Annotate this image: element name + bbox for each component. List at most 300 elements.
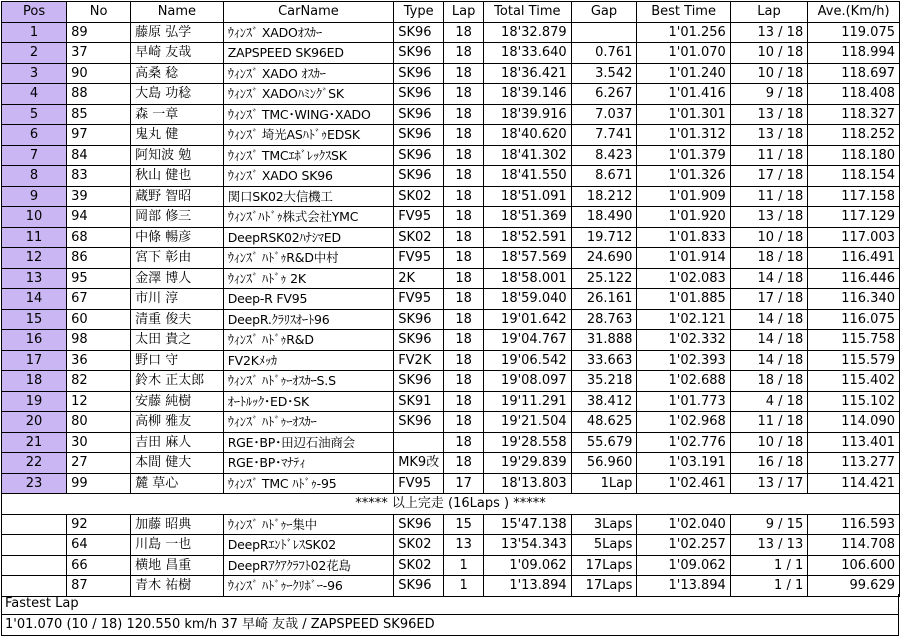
driver-name-cell: 本間 健大 bbox=[131, 453, 224, 474]
gap-cell: 0.761 bbox=[571, 43, 637, 64]
table-row bbox=[2, 43, 900, 64]
fastest-lap-detail: 1'01.070 (10 / 18) 120.550 km/h 37 早崎 友哉 / ZAPSPEED SK96ED bbox=[5, 617, 435, 632]
driver-name-cell: 加藤 昭典 bbox=[131, 514, 224, 535]
best-time-cell: 1'02.776 bbox=[637, 432, 730, 453]
driver-name-cell: 蔵野 智昭 bbox=[131, 186, 224, 207]
type-cell: SK96 bbox=[394, 104, 444, 125]
pos-cell: 20 bbox=[2, 412, 67, 433]
laps-cell: 18 bbox=[444, 227, 484, 248]
table-row bbox=[2, 104, 900, 125]
driver-name-cell: 藤原 弘学 bbox=[131, 22, 224, 43]
average-speed-cell: 118.408 bbox=[808, 84, 900, 105]
total-time-cell: 1'09.062 bbox=[484, 555, 572, 576]
car-name-cell: ZAPSPEED SK96ED bbox=[223, 43, 394, 64]
car-name-cell: Deep-R FV95 bbox=[223, 289, 394, 310]
type-cell: SK02 bbox=[394, 535, 444, 556]
best-time-cell: 1'02.393 bbox=[637, 350, 730, 371]
pos-cell: 3 bbox=[2, 63, 67, 84]
best-time-cell: 1'01.914 bbox=[637, 248, 730, 269]
driver-name-cell: 鬼丸 健 bbox=[131, 125, 224, 146]
driver-name-cell: 高柳 雅友 bbox=[131, 412, 224, 433]
type-cell: SK96 bbox=[394, 63, 444, 84]
driver-name-cell: 大島 功稔 bbox=[131, 84, 224, 105]
car-number-cell: 66 bbox=[67, 555, 131, 576]
average-speed-cell: 113.277 bbox=[808, 453, 900, 474]
average-speed-cell: 118.994 bbox=[808, 43, 900, 64]
average-speed-cell: 118.327 bbox=[808, 104, 900, 125]
pos-cell: 17 bbox=[2, 350, 67, 371]
laps-cell: 18 bbox=[444, 63, 484, 84]
car-name-cell: DeepRSK02ﾊﾅｼﾏED bbox=[223, 227, 394, 248]
gap-cell: 28.763 bbox=[571, 309, 637, 330]
average-speed-cell: 116.075 bbox=[808, 309, 900, 330]
total-time-cell: 19'08.097 bbox=[484, 371, 572, 392]
best-time-cell: 1'01.833 bbox=[637, 227, 730, 248]
car-number-cell: 37 bbox=[67, 43, 131, 64]
pos-cell bbox=[2, 576, 67, 597]
header-best-time: Best Time bbox=[637, 2, 730, 23]
car-name-cell: DeepRｱｸｱｸﾗﾌﾄ02花島 bbox=[223, 555, 394, 576]
car-number-cell: 86 bbox=[67, 248, 131, 269]
driver-name-cell: 横地 昌重 bbox=[131, 555, 224, 576]
car-name-cell: ｳｨﾝｽﾞ ﾊﾄﾞｩR&D中村 bbox=[223, 248, 394, 269]
car-name-cell: ｳｨﾝｽﾞ TMCｴﾎﾞﾚｯｸｽSK bbox=[223, 145, 394, 166]
best-time-cell: 1'02.121 bbox=[637, 309, 730, 330]
table-row bbox=[2, 22, 900, 43]
average-speed-cell: 114.708 bbox=[808, 535, 900, 556]
total-time-cell: 19'04.767 bbox=[484, 330, 572, 351]
car-name-cell: ｳｨﾝｽﾞﾊﾄﾞｩ株式会社YMC bbox=[223, 207, 394, 228]
type-cell: SK96 bbox=[394, 514, 444, 535]
best-lap-cell: 11 / 18 bbox=[730, 145, 807, 166]
pos-cell: 6 bbox=[2, 125, 67, 146]
laps-cell: 18 bbox=[444, 432, 484, 453]
table-row bbox=[2, 350, 900, 371]
laps-cell: 17 bbox=[444, 473, 484, 494]
table-row bbox=[2, 309, 900, 330]
best-time-cell: 1'01.301 bbox=[637, 104, 730, 125]
gap-cell: 18.212 bbox=[571, 186, 637, 207]
gap-cell: 25.122 bbox=[571, 268, 637, 289]
car-name-cell: ｳｨﾝｽﾞ XADOﾊﾐﾝｸﾞSK bbox=[223, 84, 394, 105]
car-number-cell: 82 bbox=[67, 371, 131, 392]
total-time-cell: 19'01.642 bbox=[484, 309, 572, 330]
type-cell: FV2K bbox=[394, 350, 444, 371]
gap-cell: 35.218 bbox=[571, 371, 637, 392]
total-time-cell: 18'58.001 bbox=[484, 268, 572, 289]
table-row bbox=[2, 207, 900, 228]
car-number-cell: 83 bbox=[67, 166, 131, 187]
pos-cell: 14 bbox=[2, 289, 67, 310]
type-cell: SK91 bbox=[394, 391, 444, 412]
car-number-cell: 68 bbox=[67, 227, 131, 248]
driver-name-cell: 高桑 稔 bbox=[131, 63, 224, 84]
type-cell: SK96 bbox=[394, 43, 444, 64]
pos-cell bbox=[2, 555, 67, 576]
best-time-cell: 1'02.332 bbox=[637, 330, 730, 351]
total-time-cell: 18'33.640 bbox=[484, 43, 572, 64]
table-row bbox=[2, 330, 900, 351]
average-speed-cell: 118.252 bbox=[808, 125, 900, 146]
laps-cell: 18 bbox=[444, 104, 484, 125]
best-time-cell: 1'02.968 bbox=[637, 412, 730, 433]
car-number-cell: 92 bbox=[67, 514, 131, 535]
laps-cell: 1 bbox=[444, 555, 484, 576]
car-name-cell: ｵｰﾄﾙｯｸ･ED･SK bbox=[223, 391, 394, 412]
gap-cell: 26.161 bbox=[571, 289, 637, 310]
laps-cell: 18 bbox=[444, 248, 484, 269]
pos-cell: 2 bbox=[2, 43, 67, 64]
driver-name-cell: 市川 淳 bbox=[131, 289, 224, 310]
best-time-cell: 1'01.256 bbox=[637, 22, 730, 43]
best-lap-cell: 14 / 18 bbox=[730, 350, 807, 371]
pos-cell: 23 bbox=[2, 473, 67, 494]
total-time-cell: 18'41.302 bbox=[484, 145, 572, 166]
total-time-cell: 18'36.421 bbox=[484, 63, 572, 84]
average-speed-cell: 106.600 bbox=[808, 555, 900, 576]
total-time-cell: 18'51.091 bbox=[484, 186, 572, 207]
best-time-cell: 1'02.040 bbox=[637, 514, 730, 535]
table-row bbox=[2, 535, 900, 556]
type-cell: SK96 bbox=[394, 84, 444, 105]
car-name-cell: ｳｨﾝｽﾞ ﾊﾄﾞｩ 2K bbox=[223, 268, 394, 289]
total-time-cell: 18'51.369 bbox=[484, 207, 572, 228]
best-time-cell: 1'02.083 bbox=[637, 268, 730, 289]
average-speed-cell: 117.003 bbox=[808, 227, 900, 248]
laps-cell: 15 bbox=[444, 514, 484, 535]
pos-cell: 5 bbox=[2, 104, 67, 125]
fastest-lap-box bbox=[1, 594, 899, 636]
car-number-cell: 88 bbox=[67, 84, 131, 105]
type-cell: SK96 bbox=[394, 576, 444, 597]
best-time-cell: 1'01.070 bbox=[637, 43, 730, 64]
best-lap-cell: 11 / 18 bbox=[730, 412, 807, 433]
laps-cell: 13 bbox=[444, 535, 484, 556]
table-row bbox=[2, 166, 900, 187]
average-speed-cell: 115.579 bbox=[808, 350, 900, 371]
pos-cell: 22 bbox=[2, 453, 67, 474]
table-row bbox=[2, 432, 900, 453]
car-number-cell: 27 bbox=[67, 453, 131, 474]
best-time-cell: 1'01.312 bbox=[637, 125, 730, 146]
driver-name-cell: 宮下 彰由 bbox=[131, 248, 224, 269]
best-lap-cell: 10 / 18 bbox=[730, 227, 807, 248]
best-lap-cell: 17 / 18 bbox=[730, 289, 807, 310]
gap-cell: 31.888 bbox=[571, 330, 637, 351]
laps-cell: 18 bbox=[444, 412, 484, 433]
laps-cell: 18 bbox=[444, 268, 484, 289]
fastest-lap-title: Fastest Lap bbox=[2, 594, 898, 615]
pos-cell: 12 bbox=[2, 248, 67, 269]
car-number-cell: 90 bbox=[67, 63, 131, 84]
driver-name-cell: 麓 草心 bbox=[131, 473, 224, 494]
results-body bbox=[2, 22, 900, 596]
driver-name-cell: 清重 俊夫 bbox=[131, 309, 224, 330]
table-row bbox=[2, 248, 900, 269]
total-time-cell: 18'59.040 bbox=[484, 289, 572, 310]
table-row bbox=[2, 453, 900, 474]
gap-cell: 55.679 bbox=[571, 432, 637, 453]
gap-cell: 5Laps bbox=[571, 535, 637, 556]
gap-cell: 56.960 bbox=[571, 453, 637, 474]
best-lap-cell: 17 / 18 bbox=[730, 166, 807, 187]
total-time-cell: 19'06.542 bbox=[484, 350, 572, 371]
laps-cell: 18 bbox=[444, 84, 484, 105]
total-time-cell: 13'54.343 bbox=[484, 535, 572, 556]
total-time-cell: 18'57.569 bbox=[484, 248, 572, 269]
type-cell: MK9改 bbox=[394, 453, 444, 474]
total-time-cell: 18'39.146 bbox=[484, 84, 572, 105]
average-speed-cell: 115.758 bbox=[808, 330, 900, 351]
best-time-cell: 1'01.240 bbox=[637, 63, 730, 84]
finish-note: ***** 以上完走 (16Laps ) ***** bbox=[2, 494, 900, 515]
gap-cell: 6.267 bbox=[571, 84, 637, 105]
pos-cell: 18 bbox=[2, 371, 67, 392]
car-name-cell: FV2Kﾒｯｶ bbox=[223, 350, 394, 371]
best-lap-cell: 13 / 18 bbox=[730, 104, 807, 125]
gap-cell: 24.690 bbox=[571, 248, 637, 269]
header-name: Name bbox=[131, 2, 224, 23]
type-cell: SK96 bbox=[394, 22, 444, 43]
best-lap-cell: 1 / 1 bbox=[730, 555, 807, 576]
laps-cell: 18 bbox=[444, 43, 484, 64]
car-number-cell: 87 bbox=[67, 576, 131, 597]
best-time-cell: 1'02.688 bbox=[637, 371, 730, 392]
laps-cell: 18 bbox=[444, 391, 484, 412]
table-row bbox=[2, 268, 900, 289]
best-lap-cell: 18 / 18 bbox=[730, 371, 807, 392]
best-time-cell: 1'01.773 bbox=[637, 391, 730, 412]
table-row bbox=[2, 125, 900, 146]
laps-cell: 18 bbox=[444, 330, 484, 351]
driver-name-cell: 安藤 純樹 bbox=[131, 391, 224, 412]
car-name-cell: RGE･BP･ﾏﾅﾃｨ bbox=[223, 453, 394, 474]
average-speed-cell: 99.629 bbox=[808, 576, 900, 597]
average-speed-cell: 116.593 bbox=[808, 514, 900, 535]
pos-cell: 16 bbox=[2, 330, 67, 351]
laps-cell: 18 bbox=[444, 145, 484, 166]
car-name-cell: ｳｨﾝｽﾞ ﾊﾄﾞｩR&D bbox=[223, 330, 394, 351]
car-name-cell: ｳｨﾝｽﾞ ﾊﾄﾞｩｰｸﾘﾎﾞｰ-96 bbox=[223, 576, 394, 597]
gap-cell: 7.037 bbox=[571, 104, 637, 125]
header-lap: Lap bbox=[444, 2, 484, 23]
average-speed-cell: 114.090 bbox=[808, 412, 900, 433]
best-time-cell: 1'01.920 bbox=[637, 207, 730, 228]
pos-cell: 7 bbox=[2, 145, 67, 166]
header-carname: CarName bbox=[223, 2, 394, 23]
gap-cell: 19.712 bbox=[571, 227, 637, 248]
driver-name-cell: 吉田 麻人 bbox=[131, 432, 224, 453]
driver-name-cell: 岡部 修三 bbox=[131, 207, 224, 228]
type-cell: 2K bbox=[394, 268, 444, 289]
car-number-cell: 84 bbox=[67, 145, 131, 166]
best-lap-cell: 16 / 18 bbox=[730, 453, 807, 474]
table-row bbox=[2, 145, 900, 166]
table-row bbox=[2, 473, 900, 494]
average-speed-cell: 116.446 bbox=[808, 268, 900, 289]
table-row bbox=[2, 576, 900, 597]
car-number-cell: 80 bbox=[67, 412, 131, 433]
gap-cell: 38.412 bbox=[571, 391, 637, 412]
car-number-cell: 64 bbox=[67, 535, 131, 556]
best-lap-cell: 9 / 15 bbox=[730, 514, 807, 535]
table-row bbox=[2, 412, 900, 433]
table-row bbox=[2, 391, 900, 412]
laps-cell: 18 bbox=[444, 350, 484, 371]
table-row bbox=[2, 84, 900, 105]
header-no: No bbox=[67, 2, 131, 23]
car-number-cell: 94 bbox=[67, 207, 131, 228]
best-time-cell: 1'01.885 bbox=[637, 289, 730, 310]
type-cell: SK96 bbox=[394, 371, 444, 392]
best-lap-cell: 10 / 18 bbox=[730, 432, 807, 453]
type-cell bbox=[394, 432, 444, 453]
gap-cell: 17Laps bbox=[571, 555, 637, 576]
best-time-cell: 1'01.909 bbox=[637, 186, 730, 207]
best-lap-cell: 9 / 18 bbox=[730, 84, 807, 105]
header-total-time: Total Time bbox=[484, 2, 572, 23]
pos-cell: 11 bbox=[2, 227, 67, 248]
best-time-cell: 1'02.461 bbox=[637, 473, 730, 494]
car-number-cell: 36 bbox=[67, 350, 131, 371]
average-speed-cell: 115.402 bbox=[808, 371, 900, 392]
car-name-cell: DeepR.ｸﾗﾘｽｵｰﾄ96 bbox=[223, 309, 394, 330]
driver-name-cell: 阿知波 勉 bbox=[131, 145, 224, 166]
pos-cell: 8 bbox=[2, 166, 67, 187]
pos-cell: 1 bbox=[2, 22, 67, 43]
laps-cell: 18 bbox=[444, 289, 484, 310]
pos-cell: 4 bbox=[2, 84, 67, 105]
type-cell: SK96 bbox=[394, 412, 444, 433]
total-time-cell: 18'41.550 bbox=[484, 166, 572, 187]
best-lap-cell: 10 / 18 bbox=[730, 63, 807, 84]
best-lap-cell: 4 / 18 bbox=[730, 391, 807, 412]
car-name-cell: ｳｨﾝｽﾞ ﾊﾄﾞｩｰｵｽｶｰ bbox=[223, 412, 394, 433]
driver-name-cell: 太田 貴之 bbox=[131, 330, 224, 351]
car-name-cell: ｳｨﾝｽﾞ 埼光ASﾊﾄﾞｩEDSK bbox=[223, 125, 394, 146]
gap-cell: 33.663 bbox=[571, 350, 637, 371]
total-time-cell: 19'29.839 bbox=[484, 453, 572, 474]
laps-cell: 18 bbox=[444, 309, 484, 330]
driver-name-cell: 早崎 友哉 bbox=[131, 43, 224, 64]
type-cell: FV95 bbox=[394, 473, 444, 494]
best-time-cell: 1'03.191 bbox=[637, 453, 730, 474]
type-cell: SK96 bbox=[394, 125, 444, 146]
best-lap-cell: 13 / 17 bbox=[730, 473, 807, 494]
best-lap-cell: 14 / 18 bbox=[730, 268, 807, 289]
car-number-cell: 95 bbox=[67, 268, 131, 289]
average-speed-cell: 117.158 bbox=[808, 186, 900, 207]
table-row bbox=[2, 186, 900, 207]
type-cell: SK96 bbox=[394, 309, 444, 330]
laps-cell: 18 bbox=[444, 207, 484, 228]
pos-cell: 19 bbox=[2, 391, 67, 412]
pos-cell: 21 bbox=[2, 432, 67, 453]
gap-cell: 3.542 bbox=[571, 63, 637, 84]
best-time-cell: 1'01.416 bbox=[637, 84, 730, 105]
type-cell: SK02 bbox=[394, 227, 444, 248]
best-lap-cell: 13 / 18 bbox=[730, 125, 807, 146]
best-time-cell: 1'02.257 bbox=[637, 535, 730, 556]
car-number-cell: 85 bbox=[67, 104, 131, 125]
table-row bbox=[2, 227, 900, 248]
best-time-cell: 1'01.326 bbox=[637, 166, 730, 187]
pos-cell bbox=[2, 535, 67, 556]
pos-cell bbox=[2, 514, 67, 535]
table-row bbox=[2, 63, 900, 84]
car-number-cell: 60 bbox=[67, 309, 131, 330]
header-row bbox=[2, 2, 900, 23]
total-time-cell: 18'13.803 bbox=[484, 473, 572, 494]
best-lap-cell: 14 / 18 bbox=[730, 309, 807, 330]
car-number-cell: 12 bbox=[67, 391, 131, 412]
driver-name-cell: 金澤 博人 bbox=[131, 268, 224, 289]
laps-cell: 1 bbox=[444, 576, 484, 597]
best-time-cell: 1'01.379 bbox=[637, 145, 730, 166]
gap-cell: 8.423 bbox=[571, 145, 637, 166]
pos-cell: 10 bbox=[2, 207, 67, 228]
car-name-cell: ｳｨﾝｽﾞ TMC ﾊﾄﾞｩ-95 bbox=[223, 473, 394, 494]
type-cell: SK02 bbox=[394, 186, 444, 207]
table-row bbox=[2, 371, 900, 392]
total-time-cell: 18'32.879 bbox=[484, 22, 572, 43]
gap-cell: 8.671 bbox=[571, 166, 637, 187]
finish-separator-row bbox=[2, 494, 900, 515]
car-name-cell: ｳｨﾝｽﾞ ﾊﾄﾞｩｰｵｽｶｰS.S bbox=[223, 371, 394, 392]
best-lap-cell: 13 / 13 bbox=[730, 535, 807, 556]
car-number-cell: 97 bbox=[67, 125, 131, 146]
average-speed-cell: 118.154 bbox=[808, 166, 900, 187]
type-cell: SK96 bbox=[394, 145, 444, 166]
gap-cell: 7.741 bbox=[571, 125, 637, 146]
laps-cell: 18 bbox=[444, 22, 484, 43]
header-average-speed: Ave.(Km/h) bbox=[808, 2, 900, 23]
total-time-cell: 19'28.558 bbox=[484, 432, 572, 453]
header-gap: Gap bbox=[571, 2, 637, 23]
car-number-cell: 67 bbox=[67, 289, 131, 310]
header-best-lap: Lap bbox=[730, 2, 807, 23]
car-name-cell: ｳｨﾝｽﾞ XADO ｵｽｶｰ bbox=[223, 63, 394, 84]
total-time-cell: 1'13.894 bbox=[484, 576, 572, 597]
type-cell: FV95 bbox=[394, 289, 444, 310]
total-time-cell: 18'52.591 bbox=[484, 227, 572, 248]
total-time-cell: 15'47.138 bbox=[484, 514, 572, 535]
best-lap-cell: 11 / 18 bbox=[730, 186, 807, 207]
results-table bbox=[1, 1, 900, 597]
driver-name-cell: 青木 祐樹 bbox=[131, 576, 224, 597]
gap-cell: 17Laps bbox=[571, 576, 637, 597]
table-row bbox=[2, 514, 900, 535]
average-speed-cell: 116.340 bbox=[808, 289, 900, 310]
car-name-cell: ｳｨﾝｽﾞ TMC･WING･XADO bbox=[223, 104, 394, 125]
total-time-cell: 18'39.916 bbox=[484, 104, 572, 125]
average-speed-cell: 118.697 bbox=[808, 63, 900, 84]
pos-cell: 9 bbox=[2, 186, 67, 207]
total-time-cell: 18'40.620 bbox=[484, 125, 572, 146]
total-time-cell: 19'11.291 bbox=[484, 391, 572, 412]
car-name-cell: ｳｨﾝｽﾞ XADO SK96 bbox=[223, 166, 394, 187]
gap-cell: 18.490 bbox=[571, 207, 637, 228]
best-lap-cell: 13 / 18 bbox=[730, 207, 807, 228]
gap-cell: 1Lap bbox=[571, 473, 637, 494]
driver-name-cell: 鈴木 正太郎 bbox=[131, 371, 224, 392]
table-row bbox=[2, 289, 900, 310]
header-pos: Pos bbox=[2, 2, 67, 23]
best-lap-cell: 18 / 18 bbox=[730, 248, 807, 269]
laps-cell: 18 bbox=[444, 125, 484, 146]
type-cell: FV95 bbox=[394, 248, 444, 269]
car-number-cell: 39 bbox=[67, 186, 131, 207]
